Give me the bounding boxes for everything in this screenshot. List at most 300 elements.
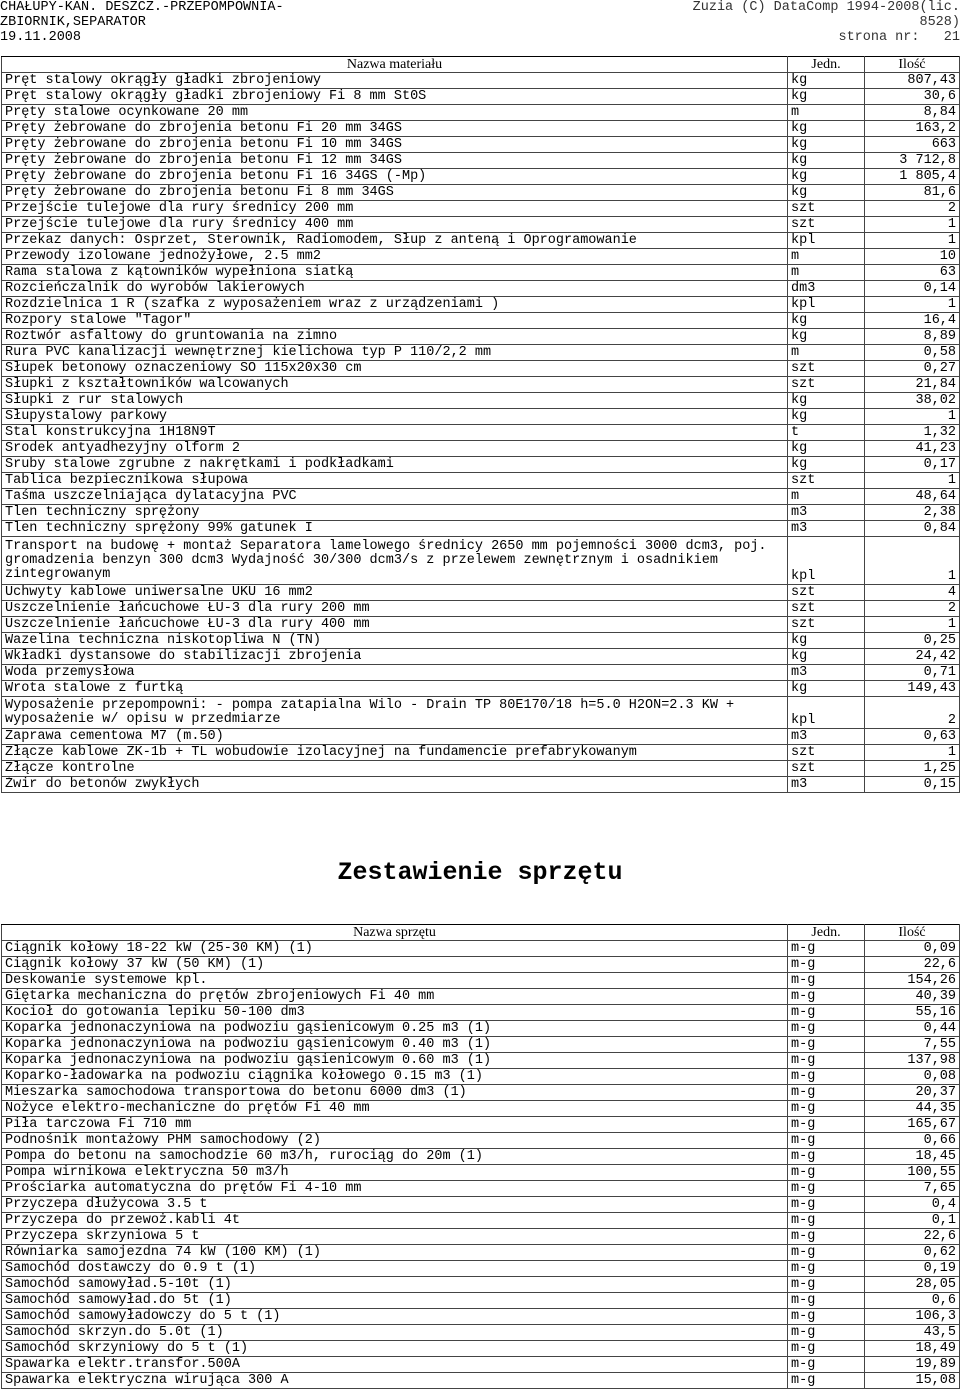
table-row	[2, 1149, 960, 1165]
item-unit: m3	[788, 665, 865, 681]
item-quantity: 163,2	[865, 121, 960, 137]
table-row	[2, 1261, 960, 1277]
column-header-name: Nazwa sprzętu	[2, 925, 788, 941]
item-name: Złącze kontrolne	[2, 761, 788, 777]
table-row	[2, 957, 960, 973]
table-row	[2, 1373, 960, 1389]
table-row	[2, 1245, 960, 1261]
item-quantity: 18,49	[865, 1341, 960, 1357]
item-unit: kg	[788, 73, 865, 89]
table-row	[2, 1277, 960, 1293]
item-unit: m-g	[788, 1197, 865, 1213]
item-unit: m-g	[788, 1245, 865, 1261]
item-quantity: 1	[865, 473, 960, 489]
item-name: Prościarka automatyczna do prętów Fi 4-10 mm	[2, 1181, 788, 1197]
item-name: Rozpory stalowe "Tagor"	[2, 313, 788, 329]
item-unit: kg	[788, 121, 865, 137]
item-unit: kpl	[788, 697, 865, 729]
software-credit: Zuzia (C) DataComp 1994-2008(lic.	[692, 0, 960, 15]
item-quantity: 0,44	[865, 1021, 960, 1037]
item-unit: kg	[788, 441, 865, 457]
item-quantity: 0,19	[865, 1261, 960, 1277]
item-unit: m-g	[788, 1117, 865, 1133]
item-quantity: 0,71	[865, 665, 960, 681]
item-unit: m-g	[788, 1037, 865, 1053]
item-unit: m-g	[788, 1293, 865, 1309]
item-quantity: 24,42	[865, 649, 960, 665]
item-name: Koparka jednonaczyniowa na podwoziu gąsienicowym 0.40 m3 (1)	[2, 1037, 788, 1053]
equipment-header-row	[2, 925, 960, 941]
table-row	[2, 297, 960, 313]
item-quantity: 0,84	[865, 521, 960, 537]
table-row	[2, 473, 960, 489]
item-name: Pręty żebrowane do zbrojenia betonu Fi 20 mm 34GS	[2, 121, 788, 137]
table-row	[2, 361, 960, 377]
item-quantity: 106,3	[865, 1309, 960, 1325]
item-unit: kg	[788, 681, 865, 697]
item-name: Pręt stalowy okrągły gładki zbrojeniowy	[2, 73, 788, 89]
item-unit: m-g	[788, 941, 865, 957]
item-quantity: 8,89	[865, 329, 960, 345]
item-name: Wyposażenie przepompowni: - pompa zatapialna Wilo - Drain TP 80E170/18 h=5.0 H2ON=2.3 KW + wyposażenie w/ opisu w przedmiarze	[2, 697, 788, 729]
table-row	[2, 1213, 960, 1229]
project-title: CHAŁUPY-KAN. DESZCZ.-PRZEPOMPOWNIA-	[0, 0, 284, 15]
item-unit: szt	[788, 473, 865, 489]
item-name: Samochód skrzyn.do 5.0t (1)	[2, 1325, 788, 1341]
table-row	[2, 761, 960, 777]
item-unit: m	[788, 345, 865, 361]
table-row	[2, 409, 960, 425]
table-row	[2, 681, 960, 697]
table-row	[2, 697, 960, 729]
table-row	[2, 1021, 960, 1037]
materials-table	[1, 56, 960, 793]
item-name: Żwir do betonów zwykłych	[2, 777, 788, 793]
table-row	[2, 649, 960, 665]
item-name: Samochód samowyładowczy do 5 t (1)	[2, 1309, 788, 1325]
item-name: Przejście tulejowe dla rury średnicy 200 mm	[2, 201, 788, 217]
page-number: strona nr: 21	[838, 30, 960, 45]
equipment-table	[1, 924, 960, 1389]
table-row	[2, 601, 960, 617]
item-name: Przekaz danych: Osprzet, Sterownik, Radiomodem, Słup z anteną i Oprogramowanie	[2, 233, 788, 249]
item-name: Śruby stalowe zgrubne z nakrętkami i podkładkami	[2, 457, 788, 473]
table-row	[2, 521, 960, 537]
item-quantity: 1 805,4	[865, 169, 960, 185]
table-row	[2, 233, 960, 249]
item-unit: kg	[788, 313, 865, 329]
item-unit: szt	[788, 377, 865, 393]
item-unit: m3	[788, 521, 865, 537]
materials-header-row	[2, 57, 960, 73]
table-row	[2, 313, 960, 329]
item-unit: m-g	[788, 1309, 865, 1325]
item-unit: m-g	[788, 1053, 865, 1069]
item-name: Ciągnik kołowy 37 kW (50 KM) (1)	[2, 957, 788, 973]
item-name: Mieszarka samochodowa transportowa do betonu 6000 dm3 (1)	[2, 1085, 788, 1101]
item-quantity: 16,4	[865, 313, 960, 329]
header-line-1	[0, 0, 960, 15]
item-quantity: 0,66	[865, 1133, 960, 1149]
item-name: Rozcieńczalnik do wyrobów lakierowych	[2, 281, 788, 297]
item-unit: m	[788, 489, 865, 505]
item-quantity: 38,02	[865, 393, 960, 409]
item-name: Nożyce elektro-mechaniczne do prętów Fi 40 mm	[2, 1101, 788, 1117]
table-row	[2, 457, 960, 473]
item-name: Samochód samowyład.do 5t (1)	[2, 1293, 788, 1309]
table-row	[2, 201, 960, 217]
item-unit: kg	[788, 329, 865, 345]
item-quantity: 19,89	[865, 1357, 960, 1373]
table-row	[2, 345, 960, 361]
item-quantity: 0,58	[865, 345, 960, 361]
item-name: Słupki z kształtowników walcowanych	[2, 377, 788, 393]
table-row	[2, 665, 960, 681]
item-unit: m-g	[788, 1005, 865, 1021]
item-name: Przyczepa dłużycowa 3.5 t	[2, 1197, 788, 1213]
column-header-quantity: Ilość	[865, 57, 960, 73]
item-unit: m-g	[788, 1325, 865, 1341]
item-unit: m-g	[788, 1149, 865, 1165]
item-name: Środek antyadhezyjny olform 2	[2, 441, 788, 457]
table-row	[2, 265, 960, 281]
item-quantity: 1	[865, 409, 960, 425]
table-row	[2, 1357, 960, 1373]
item-quantity: 22,6	[865, 1229, 960, 1245]
item-name: Słupki z rur stalowych	[2, 393, 788, 409]
table-row	[2, 989, 960, 1005]
item-quantity: 165,67	[865, 1117, 960, 1133]
table-row	[2, 745, 960, 761]
item-quantity: 0,63	[865, 729, 960, 745]
table-row	[2, 1117, 960, 1133]
item-name: Złącze kablowe ZK-1b + TL wobudowie izolacyjnej na fundamencie prefabrykowanym	[2, 745, 788, 761]
header-line-2	[0, 15, 960, 30]
item-unit: m-g	[788, 1101, 865, 1117]
item-unit: t	[788, 425, 865, 441]
item-quantity: 0,09	[865, 941, 960, 957]
column-header-name: Nazwa materiału	[2, 57, 788, 73]
item-quantity: 1	[865, 537, 960, 585]
item-name: Wazelina techniczna niskotopliwa N (TN)	[2, 633, 788, 649]
table-row	[2, 1309, 960, 1325]
item-quantity: 3 712,8	[865, 153, 960, 169]
table-row	[2, 633, 960, 649]
item-quantity: 44,35	[865, 1101, 960, 1117]
item-unit: m-g	[788, 973, 865, 989]
item-quantity: 0,4	[865, 1197, 960, 1213]
item-unit: kpl	[788, 233, 865, 249]
item-name: Pompa wirnikowa elektryczna 50 m3/h	[2, 1165, 788, 1181]
item-name: Roztwór asfaltowy do gruntowania na zimno	[2, 329, 788, 345]
item-unit: m-g	[788, 957, 865, 973]
table-row	[2, 1037, 960, 1053]
column-header-unit: Jedn.	[788, 925, 865, 941]
header-line-3	[0, 30, 960, 45]
item-unit: m	[788, 105, 865, 121]
item-quantity: 1,25	[865, 761, 960, 777]
table-row	[2, 377, 960, 393]
item-name: Rura PVC kanalizacji wewnętrznej kielichowa typ P 110/2,2 mm	[2, 345, 788, 361]
item-unit: kg	[788, 169, 865, 185]
item-unit: kg	[788, 649, 865, 665]
item-name: Ciągnik kołowy 18-22 kW (25-30 KM) (1)	[2, 941, 788, 957]
item-name: Stal konstrukcyjna 1H18N9T	[2, 425, 788, 441]
item-quantity: 100,55	[865, 1165, 960, 1181]
item-name: Spawarka elektr.transfor.500A	[2, 1357, 788, 1373]
item-name: Samochód skrzyniowy do 5 t (1)	[2, 1341, 788, 1357]
item-unit: m-g	[788, 1069, 865, 1085]
item-name: Koparka jednonaczyniowa na podwoziu gąsienicowym 0.60 m3 (1)	[2, 1053, 788, 1069]
item-quantity: 4	[865, 585, 960, 601]
item-quantity: 0,6	[865, 1293, 960, 1309]
item-quantity: 55,16	[865, 1005, 960, 1021]
item-name: Giętarka mechaniczna do prętów zbrojeniowych Fi 40 mm	[2, 989, 788, 1005]
item-quantity: 0,17	[865, 457, 960, 473]
table-row	[2, 169, 960, 185]
item-name: Pręty żebrowane do zbrojenia betonu Fi 10 mm 34GS	[2, 137, 788, 153]
column-header-quantity: Ilość	[865, 925, 960, 941]
table-row	[2, 617, 960, 633]
table-row	[2, 1069, 960, 1085]
table-row	[2, 425, 960, 441]
item-quantity: 7,65	[865, 1181, 960, 1197]
item-quantity: 149,43	[865, 681, 960, 697]
item-name: Woda przemysłowa	[2, 665, 788, 681]
item-unit: kg	[788, 153, 865, 169]
item-name: Pręty żebrowane do zbrojenia betonu Fi 16 34GS (-Mp)	[2, 169, 788, 185]
item-quantity: 2	[865, 697, 960, 729]
item-name: Równiarka samojezdna 74 kW (100 KM) (1)	[2, 1245, 788, 1261]
item-quantity: 7,55	[865, 1037, 960, 1053]
item-name: Koparka jednonaczyniowa na podwoziu gąsienicowym 0.25 m3 (1)	[2, 1021, 788, 1037]
item-quantity: 1	[865, 297, 960, 313]
item-name: Taśma uszczelniająca dylatacyjna PVC	[2, 489, 788, 505]
item-name: Słupystalowy parkowy	[2, 409, 788, 425]
item-quantity: 81,6	[865, 185, 960, 201]
item-name: Rozdzielnica 1 R (szafka z wyposażeniem wraz z urządzeniami )	[2, 297, 788, 313]
table-row	[2, 777, 960, 793]
item-name: Tlen techniczny sprężony	[2, 505, 788, 521]
item-name: Pompa do betonu na samochodzie 60 m3/h, rurociąg do 20m (1)	[2, 1149, 788, 1165]
item-unit: m-g	[788, 1261, 865, 1277]
item-unit: kg	[788, 393, 865, 409]
item-name: Uszczelnienie łańcuchowe ŁU-3 dla rury 400 mm	[2, 617, 788, 633]
column-header-unit: Jedn.	[788, 57, 865, 73]
table-row	[2, 1341, 960, 1357]
item-quantity: 0,08	[865, 1069, 960, 1085]
item-name: Deskowanie systemowe kpl.	[2, 973, 788, 989]
table-row	[2, 537, 960, 585]
item-quantity: 0,27	[865, 361, 960, 377]
item-quantity: 1	[865, 233, 960, 249]
item-unit: m3	[788, 729, 865, 745]
item-quantity: 63	[865, 265, 960, 281]
item-unit: kg	[788, 409, 865, 425]
item-name: Podnośnik montażowy PHM samochodowy (2)	[2, 1133, 788, 1149]
item-quantity: 18,45	[865, 1149, 960, 1165]
table-row	[2, 1181, 960, 1197]
item-name: Przyczepa do przewoż.kabli 4t	[2, 1213, 788, 1229]
item-quantity: 43,5	[865, 1325, 960, 1341]
item-unit: m3	[788, 505, 865, 521]
item-quantity: 30,6	[865, 89, 960, 105]
item-quantity: 2	[865, 201, 960, 217]
item-name: Przewody izolowane jednożyłowe, 2.5 mm2	[2, 249, 788, 265]
table-row	[2, 121, 960, 137]
item-quantity: 22,6	[865, 957, 960, 973]
table-row	[2, 489, 960, 505]
item-unit: m	[788, 249, 865, 265]
item-quantity: 154,26	[865, 973, 960, 989]
item-unit: m-g	[788, 1213, 865, 1229]
item-unit: m-g	[788, 1373, 865, 1389]
item-unit: szt	[788, 585, 865, 601]
item-unit: szt	[788, 361, 865, 377]
item-name: Pręty stalowe ocynkowane 20 mm	[2, 105, 788, 121]
item-unit: m-g	[788, 1165, 865, 1181]
table-row	[2, 1229, 960, 1245]
item-unit: kg	[788, 137, 865, 153]
item-name: Samochód samowyład.5-10t (1)	[2, 1277, 788, 1293]
item-name: Spawarka elektryczna wirująca 300 A	[2, 1373, 788, 1389]
item-name: Wrota stalowe z furtką	[2, 681, 788, 697]
table-row	[2, 217, 960, 233]
item-unit: kg	[788, 633, 865, 649]
table-row	[2, 1053, 960, 1069]
item-unit: m-g	[788, 1357, 865, 1373]
table-row	[2, 1101, 960, 1117]
table-row	[2, 185, 960, 201]
table-row	[2, 1293, 960, 1309]
item-unit: m-g	[788, 989, 865, 1005]
table-row	[2, 973, 960, 989]
item-quantity: 2,38	[865, 505, 960, 521]
item-quantity: 0,62	[865, 1245, 960, 1261]
item-quantity: 1	[865, 617, 960, 633]
item-quantity: 28,05	[865, 1277, 960, 1293]
table-row	[2, 73, 960, 89]
item-quantity: 2	[865, 601, 960, 617]
item-quantity: 48,64	[865, 489, 960, 505]
table-row	[2, 329, 960, 345]
table-row	[2, 105, 960, 121]
item-name: Uchwyty kablowe uniwersalne UKU 16 mm2	[2, 585, 788, 601]
table-row	[2, 393, 960, 409]
item-name: Przyczepa skrzyniowa 5 t	[2, 1229, 788, 1245]
table-row	[2, 137, 960, 153]
item-quantity: 807,43	[865, 73, 960, 89]
table-row	[2, 729, 960, 745]
item-name: Pręty żebrowane do zbrojenia betonu Fi 12 mm 34GS	[2, 153, 788, 169]
item-unit: m-g	[788, 1181, 865, 1197]
table-row	[2, 249, 960, 265]
page-header	[0, 0, 960, 48]
item-unit: m-g	[788, 1277, 865, 1293]
item-unit: szt	[788, 745, 865, 761]
table-row	[2, 1197, 960, 1213]
item-quantity: 0,14	[865, 281, 960, 297]
item-quantity: 1	[865, 745, 960, 761]
item-quantity: 40,39	[865, 989, 960, 1005]
item-quantity: 15,08	[865, 1373, 960, 1389]
item-unit: szt	[788, 217, 865, 233]
item-unit: szt	[788, 601, 865, 617]
item-unit: m-g	[788, 1341, 865, 1357]
table-row	[2, 585, 960, 601]
item-quantity: 663	[865, 137, 960, 153]
item-quantity: 20,37	[865, 1085, 960, 1101]
item-name: Koparko-ładowarka na podwoziu ciągnika kołowego 0.15 m3 (1)	[2, 1069, 788, 1085]
item-name: Tlen techniczny sprężony 99% gatunek I	[2, 521, 788, 537]
item-name: Samochód dostawczy do 0.9 t (1)	[2, 1261, 788, 1277]
table-row	[2, 1325, 960, 1341]
item-unit: szt	[788, 201, 865, 217]
item-name: Pręt stalowy okrągły gładki zbrojeniowy Fi 8 mm St0S	[2, 89, 788, 105]
item-unit: szt	[788, 617, 865, 633]
item-quantity: 21,84	[865, 377, 960, 393]
item-name: Przejście tulejowe dla rury średnicy 400 mm	[2, 217, 788, 233]
table-row	[2, 89, 960, 105]
item-quantity: 10	[865, 249, 960, 265]
item-name: Uszczelnienie łańcuchowe ŁU-3 dla rury 200 mm	[2, 601, 788, 617]
item-unit: m-g	[788, 1229, 865, 1245]
table-row	[2, 1165, 960, 1181]
item-name: Słupek betonowy oznaczeniowy SO 115x20x30 cm	[2, 361, 788, 377]
project-subtitle: ZBIORNIK,SEPARATOR	[0, 15, 146, 30]
item-quantity: 41,23	[865, 441, 960, 457]
table-row	[2, 1005, 960, 1021]
equipment-section-title: Zestawienie sprzętu	[337, 858, 623, 887]
item-name: Wkładki dystansowe do stabilizacji zbrojenia	[2, 649, 788, 665]
item-unit: szt	[788, 761, 865, 777]
item-name: Transport na budowę + montaż Separatora lamelowego średnicy 2650 mm pojemności 3000 dcm3, poj. gromadzenia benzyn 300 dcm3 Wydajność 30/300 dcm3/s z przelewem zewnętrznym i osadnikiem zintegrowanym	[2, 537, 788, 585]
document-date: 19.11.2008	[0, 30, 82, 45]
item-name: Kocioł do gotowania lepiku 50-100 dm3	[2, 1005, 788, 1021]
table-row	[2, 941, 960, 957]
item-unit: kg	[788, 89, 865, 105]
item-quantity: 1	[865, 217, 960, 233]
item-unit: dm3	[788, 281, 865, 297]
table-row	[2, 281, 960, 297]
item-name: Tablica bezpiecznikowa słupowa	[2, 473, 788, 489]
item-unit: kpl	[788, 297, 865, 313]
item-quantity: 8,84	[865, 105, 960, 121]
table-row	[2, 153, 960, 169]
item-name: Zaprawa cementowa M7 (m.50)	[2, 729, 788, 745]
item-unit: kpl	[788, 537, 865, 585]
item-unit: m-g	[788, 1021, 865, 1037]
item-name: Piła tarczowa Fi 710 mm	[2, 1117, 788, 1133]
item-unit: m	[788, 265, 865, 281]
item-quantity: 137,98	[865, 1053, 960, 1069]
item-quantity: 0,25	[865, 633, 960, 649]
item-unit: m-g	[788, 1085, 865, 1101]
item-unit: m-g	[788, 1133, 865, 1149]
item-unit: kg	[788, 185, 865, 201]
item-unit: m3	[788, 777, 865, 793]
table-row	[2, 1085, 960, 1101]
item-unit: kg	[788, 457, 865, 473]
item-quantity: 1,32	[865, 425, 960, 441]
item-name: Rama stalowa z kątowników wypełniona siatką	[2, 265, 788, 281]
item-name: Pręty żebrowane do zbrojenia betonu Fi 8 mm 34GS	[2, 185, 788, 201]
item-quantity: 0,1	[865, 1213, 960, 1229]
table-row	[2, 1133, 960, 1149]
item-quantity: 0,15	[865, 777, 960, 793]
table-row	[2, 441, 960, 457]
table-row	[2, 505, 960, 521]
